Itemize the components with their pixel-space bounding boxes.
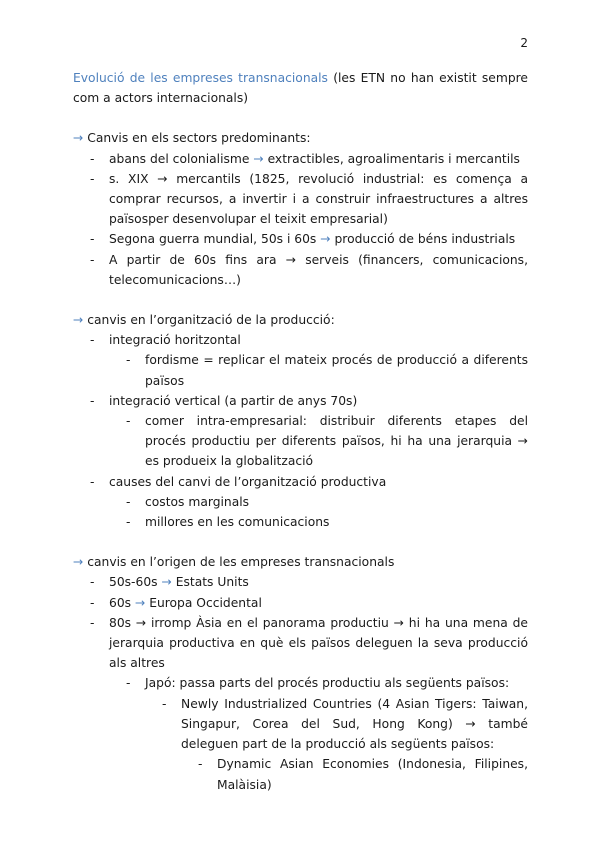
sub-list — [109, 492, 528, 532]
list-item: - 50s-60s → Estats Units — [73, 572, 528, 592]
list-item: - comer intra-empresarial: distribuir diferents etapes del procés productiu per diferents països, hi ha una jerarquia → es produeix la globalització — [109, 411, 528, 472]
list-item: - Newly Industrialized Countries (4 Asian Tigers: Taiwan, Singapur, Corea del Sud, Hong Kong) → també deleguen part de la producció als següents països: - Dynamic Asian Economies (Indonesia, Filipines, Malàisia) — [145, 694, 528, 795]
sub-list — [109, 350, 528, 390]
list-item: - millores en les comunicacions — [109, 512, 528, 532]
heading-title: Evolució de les empreses transnacionals — [73, 71, 328, 85]
list-item: - fordisme = replicar el mateix procés de producció a diferents països — [109, 350, 528, 390]
bullet-list — [73, 572, 528, 794]
list-item: - causes del canvi de l’organització productiva - costos marginals - millores en les comunicacions — [73, 472, 528, 533]
arrow-icon: → — [73, 131, 84, 146]
bullet-list — [73, 330, 528, 532]
arrow-icon: → — [134, 595, 146, 610]
sub-list — [109, 411, 528, 472]
section-sectors — [73, 128, 528, 290]
bullet-list — [73, 149, 528, 290]
arrow-icon: → — [161, 575, 172, 590]
list-item: - Dynamic Asian Economies (Indonesia, Filipines, Malàisia) — [181, 754, 528, 794]
list-item: - 60s → Europa Occidental — [73, 593, 528, 613]
section-origin — [73, 552, 528, 794]
sub-list — [109, 673, 528, 794]
list-item: - Japó: passa parts del procés productiu als següents països: - Newly Industrialized Countries (4 Asian Tigers: Taiwan, Singapur, Corea del Sud, Hong Kong) → també deleguen part de la producció als següents països: - Dynamic Asian Economies (Indonesia, Filipines, Malàisia) — [109, 673, 528, 794]
list-item: - s. XIX → mercantils (1825, revolució industrial: es comença a comprar recursos, a invertir i a construir infraestructures a altres païsosper desenvolupar el teixit empresarial) — [73, 169, 528, 230]
list-item: - abans del colonialisme → extractibles, agroalimentaris i mercantils — [73, 149, 528, 169]
list-item: - Segona guerra mundial, 50s i 60s → producció de béns industrials — [73, 229, 528, 249]
list-item: - A partir de 60s fins ara → serveis (financers, comunicacions, telecomunicacions…) — [73, 250, 528, 290]
section-title: → canvis en l’origen de les empreses transnacionals — [73, 555, 395, 570]
arrow-icon: → — [320, 232, 331, 247]
section-organization — [73, 310, 528, 532]
arrow-icon: → — [73, 313, 84, 328]
section-title: → canvis en l’organització de la producció: — [73, 313, 335, 328]
list-item: - costos marginals — [109, 492, 528, 512]
page-number: 2 — [520, 36, 528, 50]
list-item: - integració vertical (a partir de anys 70s) - comer intra-empresarial: distribuir diferents etapes del procés productiu per diferents països, hi ha una jerarquia → es produeix la globalització — [73, 391, 528, 472]
sub-list — [181, 754, 528, 794]
heading — [73, 68, 528, 108]
arrow-icon: → — [73, 555, 84, 570]
list-item: - integració horitzontal - fordisme = replicar el mateix procés de producció a diferents països — [73, 330, 528, 391]
arrow-icon: → — [253, 151, 264, 166]
sub-list — [145, 694, 528, 795]
document-body — [73, 68, 528, 795]
heading-note: (les ETN no han existit sempre com a actors internacionals) — [73, 71, 528, 106]
list-item: - 80s → irromp Àsia en el panorama productiu → hi ha una mena de jerarquia productiva en què els països deleguen la seva producció als altres - Japó: passa parts del procés productiu als següents països: - Newly Industrialized Countries (4 Asian Tigers: Taiwan, Singapur, Corea del Sud, Hong Kong) → també deleguen part de la producció als següents països: - Dynamic Asian Economies (Indonesia, Filipines, Malàisia) — [73, 613, 528, 795]
section-title: → Canvis en els sectors predominants: — [73, 131, 311, 146]
